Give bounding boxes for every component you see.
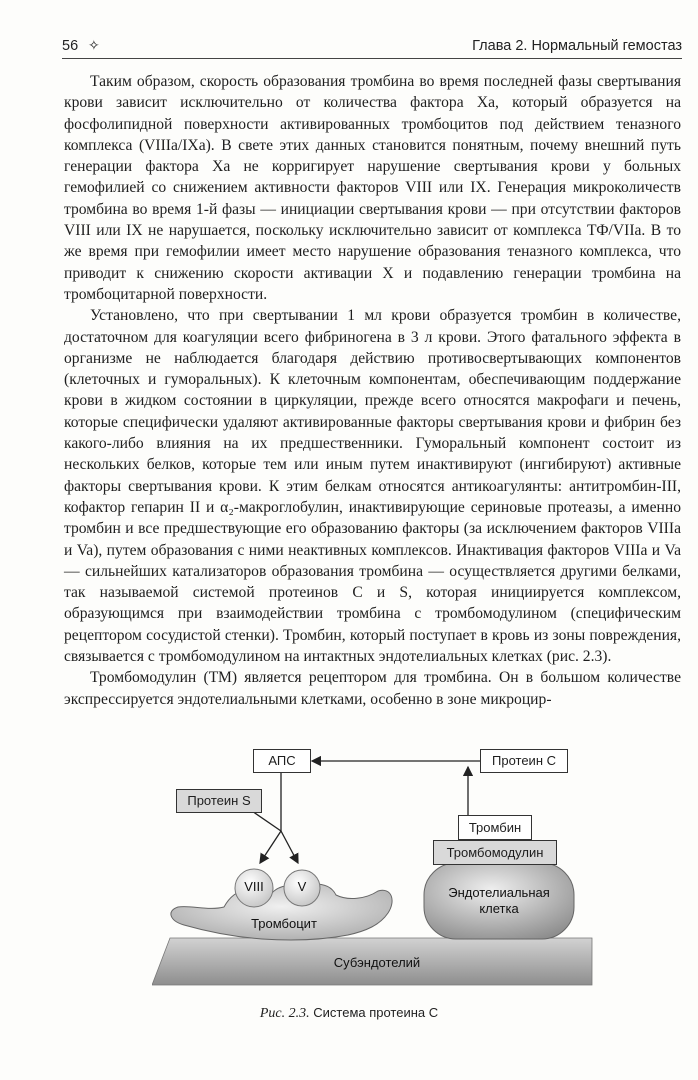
arrow-to-factor-viii (260, 831, 281, 863)
subendothelium-label: Субэндотелий (333, 955, 421, 970)
page-header (62, 34, 682, 60)
endothelial-cell-label: Эндотелиальная клетка (448, 885, 550, 916)
platelet-shape (171, 884, 392, 940)
figure-caption (0, 1005, 698, 1022)
caption-number: Рис. 2.3. (259, 1006, 310, 1021)
header-rule (62, 58, 682, 59)
body-text (64, 71, 681, 710)
chapter-title: Глава 2. Нормальный гемостаз (472, 38, 682, 54)
protein-c-box: Протеин С (480, 749, 568, 773)
caption-text: Система протеина С (313, 1005, 439, 1020)
page-number: 56 (62, 38, 79, 54)
factor-viii-label: VIII (244, 879, 264, 894)
paragraph-2: Установлено, что при свертывании 1 мл крови образуется тромбин в количестве, достаточном для коагуляции всего фибриногена в 3 л крови. Этого фатального эффекта в организме не наблюдается благодаря действию противосвертывающих компонентов (клеточных и гуморальных). К клеточным компонентам, обеспечивающим поддержание крови в жидком состоянии в циркуляции, прежде всего относятся макрофаги и печень, которые специфически удаляют активированные факторы свертывания крови и фибрин без какого-либо влияния на их предшественники. Гуморальный компонент состоит из нескольких белков, которые тем или иным путем инактивируют (ингибируют) активные факторы свертывания крови. К этим белкам относятся антикоагулянты: антитромбин-III, кофактор гепарин II и α₂-макроглобулин, инактивирующие сериновые протеазы, а именно тромбин и все предшествующие его образованию факторы (за исключением факторов VIIIa и Va), путем образования с ними неактивных комплексов. Инактивация факторов VIIIa и Va — сильнейших катализаторов образования тромбина — осуществляется другими белками, так называемой системой протеинов С и S, которая инициируется комплексом, образующимся при взаимодействии тромбина с тромбомодулином (специфическим рецептором сосудистой стенки). Тромбин, который поступает в кровь из зоны повреждения, связывается с тромбомодулином на интактных эндотелиальных клетках (рис. 2.3). (64, 307, 681, 666)
diamond-ornament-icon: ✧ (88, 37, 100, 53)
aps-box: АПС (253, 749, 311, 773)
paragraph-3: Тромбомодулин (ТМ) является рецептором для тромбина. Он в большом количестве экспрессируется эндотелиальными клетками, особенно в зоне микроцир- (64, 669, 681, 708)
paragraph-1: Таким образом, скорость образования тромбина во время последней фазы свертывания крови зависит исключительно от количества фактора Xa, который образуется на фосфолипидной поверхности активированных тромбоцитов под действием теназного комплекса (VIIIa/IXa). В свете этих данных становится понятным, почему внешний путь генерации фактора Xa не корригирует нарушение свертывания крови у больных гемофилией со снижением активности факторов VIII или IX. Генерация микроколичеств тромбина во время 1-й фазы — инициации свертывания крови — при отсутствии факторов VIII или IX не нарушается, поскольку исключительно зависит от комплекса ТФ/VIIa. В то же время при гемофилии имеет место нарушение образования теназного комплекса, что приводит к снижению скорости активации X и подавлению генерации тромбина на тромбоцитарной поверхности. (64, 73, 681, 303)
figure-protein-c-system (152, 735, 602, 1005)
factor-v-label: V (297, 879, 307, 894)
protein-s-box: Протеин S (176, 789, 262, 813)
platelet-label: Тромбоцит (251, 916, 317, 931)
thrombin-box: Тромбин (458, 815, 532, 840)
arrow-to-factor-v (281, 831, 298, 863)
thrombomodulin-box: Тромбомодулин (433, 840, 557, 865)
